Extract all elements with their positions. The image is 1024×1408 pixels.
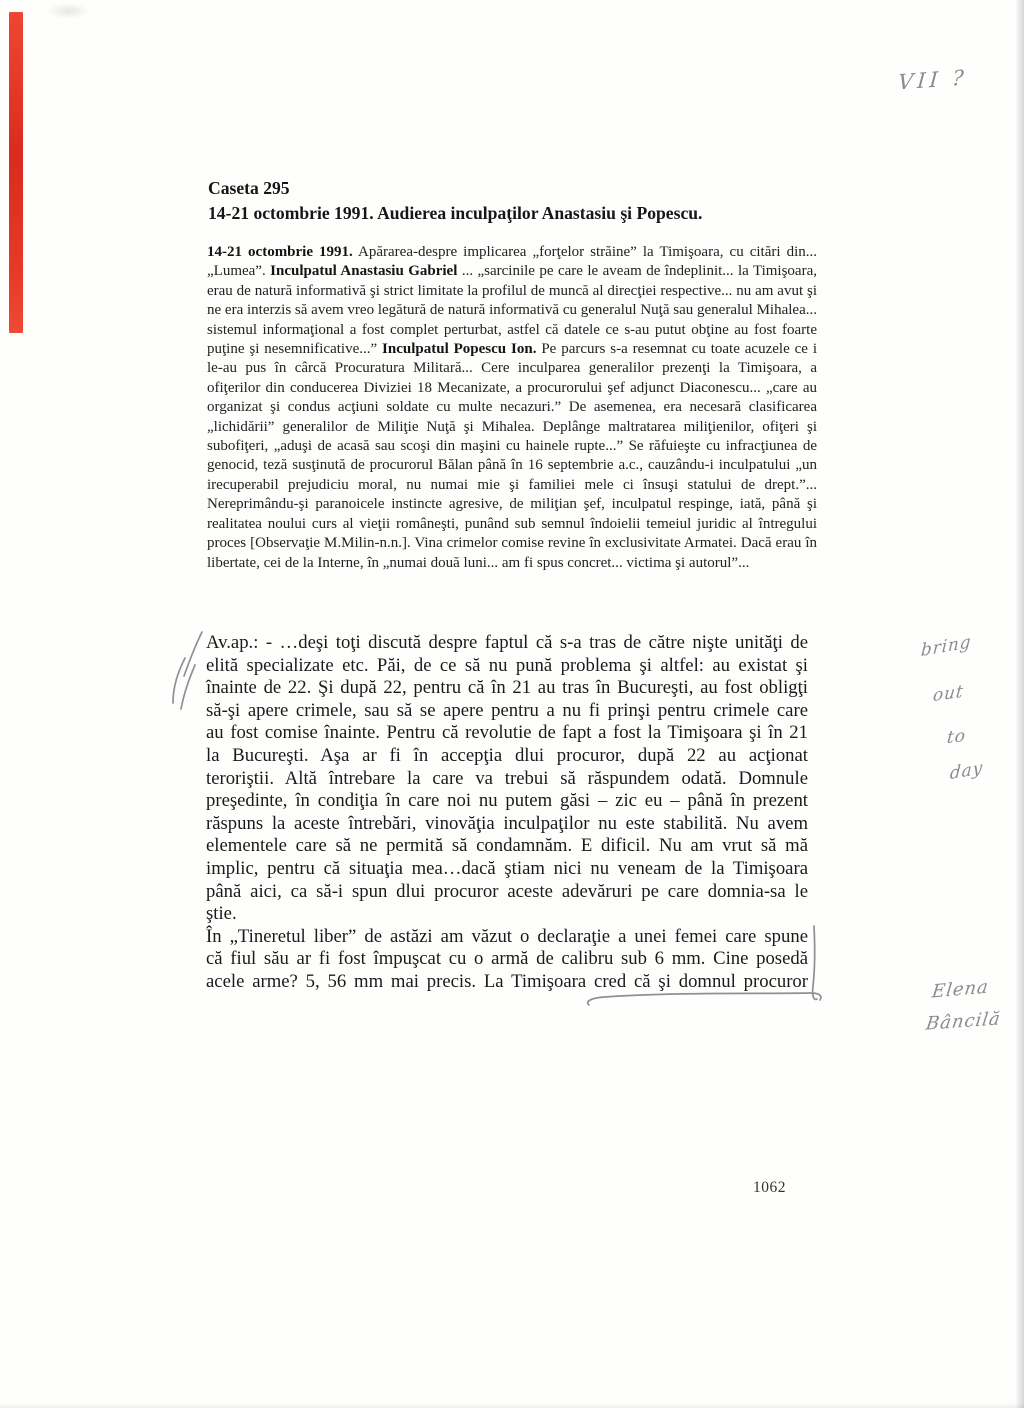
transcript-line: răspuns la aceste întrebări, vinovăţia inculpaţilor nu este stabilită. Nu avem: [206, 812, 808, 834]
transcript-line: acele arme? 5, 56 mm mai precis. La Timişoara cred că şi domnul procuror: [206, 970, 808, 992]
handwritten-roman-numeral: VII ?: [897, 65, 969, 95]
handwritten-note: out: [931, 681, 965, 707]
abstract-segment: ... „sarcinile pe care le aveam de îndeplinit... la Timişoara, erau de natură informativă şi strict limitate la profilul de muncă al direcţiei respective... nu am avut şi ne era interzis să avem vreo legătură de natură informativă cu generalul Nuţă sau generalul Mihalea... sistemul informaţional a fost complet perturbat, astfel că datele ce s-au putut obţine au fost foarte puţine şi nesemnificative...”: [207, 263, 817, 358]
handwritten-underline: [582, 991, 828, 1011]
handwritten-note: to: [945, 725, 968, 749]
transcript-line: teroriştii. Altă întrebare la care va trebui să răspundem odată. Domnule: [206, 767, 808, 789]
title-line-1: Caseta 295: [208, 178, 290, 198]
document-title: [208, 176, 848, 226]
transcript-line: că fiul său ar fi fost împuşcat cu o armă de calibru sub 6 mm. Cine posedă: [206, 948, 808, 970]
page-number: 1062: [753, 1179, 786, 1196]
abstract-bold-segment: 14-21 octombrie 1991.: [207, 244, 353, 260]
abstract-bold-segment: Inculpatul Anastasiu Gabriel: [270, 263, 458, 280]
title-line-2: 14-21 octombrie 1991. Audierea inculpaţilor Anastasiu şi Popescu.: [208, 203, 703, 223]
handwritten-note: bring: [920, 631, 973, 662]
handwritten-checkmark: [164, 628, 210, 714]
abstract-segment: Apărarea-despre implicarea „forţelor străine” la Timişoara, cu citări din... „Lumea”.: [207, 244, 818, 280]
scan-artifact-smudge: [46, 3, 90, 19]
scan-artifact-bottom-edge-shadow: [0, 1403, 1024, 1408]
transcript-line: până aici, ca să-i spun dlui procuror aceste adevăruri pe care domnia-sa le: [206, 880, 808, 902]
transcript-paragraph: [206, 632, 808, 994]
transcript-line: implic, pentru că situaţia mea…dacă ştiam nici nu veneam de la Timişoara: [206, 857, 808, 879]
transcript-line: înainte de 22. Şi după 22, pentru că în 21 au tras în Bucureşti, au fost obligţi: [206, 677, 808, 699]
abstract-paragraph: [207, 243, 817, 573]
abstract-bold-segment: Inculpatul Popescu Ion.: [382, 341, 537, 358]
transcript-line: elită specializate etc. Păi, de ce să nu pună problema şi altfel: au existat şi: [206, 654, 808, 676]
handwritten-note: day: [949, 757, 984, 785]
transcript-line: Av.ap.: - …deşi toţi discută despre faptul că s-a tras de către nişte unităţi de: [206, 632, 808, 653]
handwritten-signature-last-name: Bâncilă: [924, 1008, 1003, 1035]
scan-artifact-right-edge-shadow: [1015, 0, 1024, 1408]
handwritten-signature-first-name: Elena: [930, 976, 991, 1003]
transcript-line: preşedinte, în condiţia în care noi nu putem găsi – zic eu – până în prezent: [206, 790, 808, 812]
transcript-line: ştie.: [206, 903, 237, 925]
transcript-line: au fost comise înainte. Pentru că revolutie de fapt a fost la Timişoara şi în 21: [206, 722, 808, 744]
transcript-line: să-şi apere crimele, sau să se apere pentru a nu fi prinşi pentru crimele care: [206, 699, 808, 721]
transcript-line: elementele care să ne permită să condamnăm. E dificil. Nu am vrut să mă: [206, 835, 808, 857]
transcript-line: la Bucureşti. Aşa ar fi în accepţia dlui procuror, după 22 au acţionat: [206, 744, 808, 766]
abstract-segment: Pe parcurs s-a resemnat cu toate acuzele ce i le-au pus în cârcă Procuratura Militară... Cere inculparea generalilor prezenţi la Timişoara, a ofiţerilor din conducerea Diviziei 18 Mecanizate, a procurorului şef adjunct Diaconescu... „care au organizat şi condus acţiuni soldate cu multe necazuri.” De asemenea, era necesară clasificarea „lichidării” generalilor de Miliţie Nuţă şi Mihalea. Deplânge maltratarea miliţienilor, ofiţeri şi subofiţeri, „aduşi de acasă sau scoşi din maşini cu hainele rupte...” Se răfuieşte cu infracţiunea de genocid, teză susţinută de procurorul Bălan până în 16 septembrie a.c., cauzându-i inculpatului „un irecuperabil prejudiciu moral, nu numai mie şi familiei mele ci însuşi statului de drept.”... Nereprimându-şi paranoicele instincte agresive, de miliţian şef, inculpatul respinge, iată, până şi realitatea noului curs al vieţii româneşti, punând sub semnul îndoielii temeiul juridic al întregului proces [Observaţie M.Milin-n.n.]. Vina crimelor comise revine în exclusivitate Armatei. Dacă erau în libertate, cei de la Interne, în „numai două luni... am fi spus concret... victima şi autorul”...: [207, 341, 817, 571]
scan-artifact-red-strip: [9, 12, 23, 333]
transcript-line: În „Tineretul liber” de astăzi am văzut o declaraţie a unei femei care spune: [206, 925, 808, 947]
